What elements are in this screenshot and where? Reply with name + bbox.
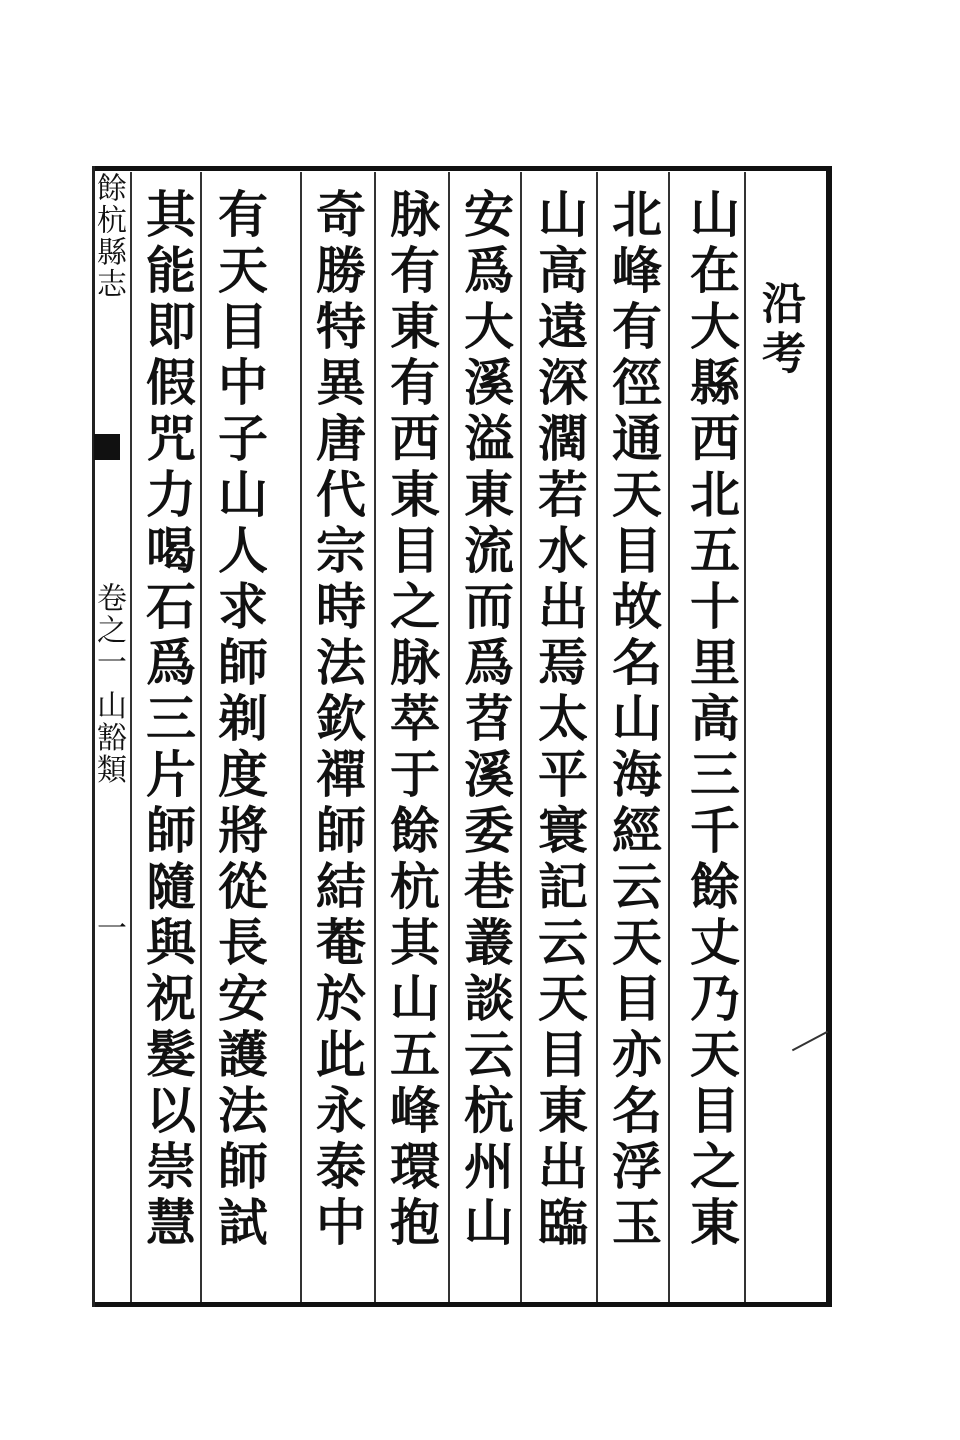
frame-top-rule xyxy=(92,166,832,171)
column-rule xyxy=(200,172,202,1302)
column-rule xyxy=(448,172,450,1302)
text-column-7: 有天目中子山人求師剃度將從長安護法師試 xyxy=(210,188,269,1252)
frame-bottom-rule xyxy=(92,1302,832,1307)
ink-mark xyxy=(792,1031,828,1052)
column-rule xyxy=(374,172,376,1302)
column-rule xyxy=(300,172,302,1302)
section-heading: 沿考 xyxy=(754,280,805,380)
text-column-4: 安爲大溪溢東流而爲苕溪委巷叢談云杭州山 xyxy=(456,188,515,1252)
column-rule xyxy=(130,172,132,1302)
text-column-3: 山高遠深濶若水出焉太平寰記云天目東出臨 xyxy=(530,188,589,1252)
column-rule xyxy=(668,172,670,1302)
fishtail-mark xyxy=(94,434,120,460)
text-column-5: 脉有東有西東目之脉萃于餘杭其山五峰環抱 xyxy=(382,188,441,1252)
text-column-2: 北峰有徑通天目故名山海經云天目亦名浮玉 xyxy=(604,188,663,1252)
spine-folio-number: 一 xyxy=(91,912,126,942)
spine-volume-label: 卷之一 山豁類 xyxy=(91,582,126,786)
text-column-8: 其能即假咒力喝石爲三片師隨與祝髮以崇慧 xyxy=(138,188,197,1252)
text-column-1: 山在大縣西北五十里高三千餘丈乃天目之東 xyxy=(682,188,741,1252)
frame-right-rule xyxy=(826,166,832,1307)
spine-margin xyxy=(90,172,126,1302)
spine-book-title: 餘杭縣志 xyxy=(91,172,126,300)
text-column-6: 奇勝特異唐代宗時法欽禪師結菴於此永泰中 xyxy=(308,188,367,1252)
column-rule xyxy=(520,172,522,1302)
column-rule xyxy=(596,172,598,1302)
column-rule xyxy=(744,172,746,1302)
